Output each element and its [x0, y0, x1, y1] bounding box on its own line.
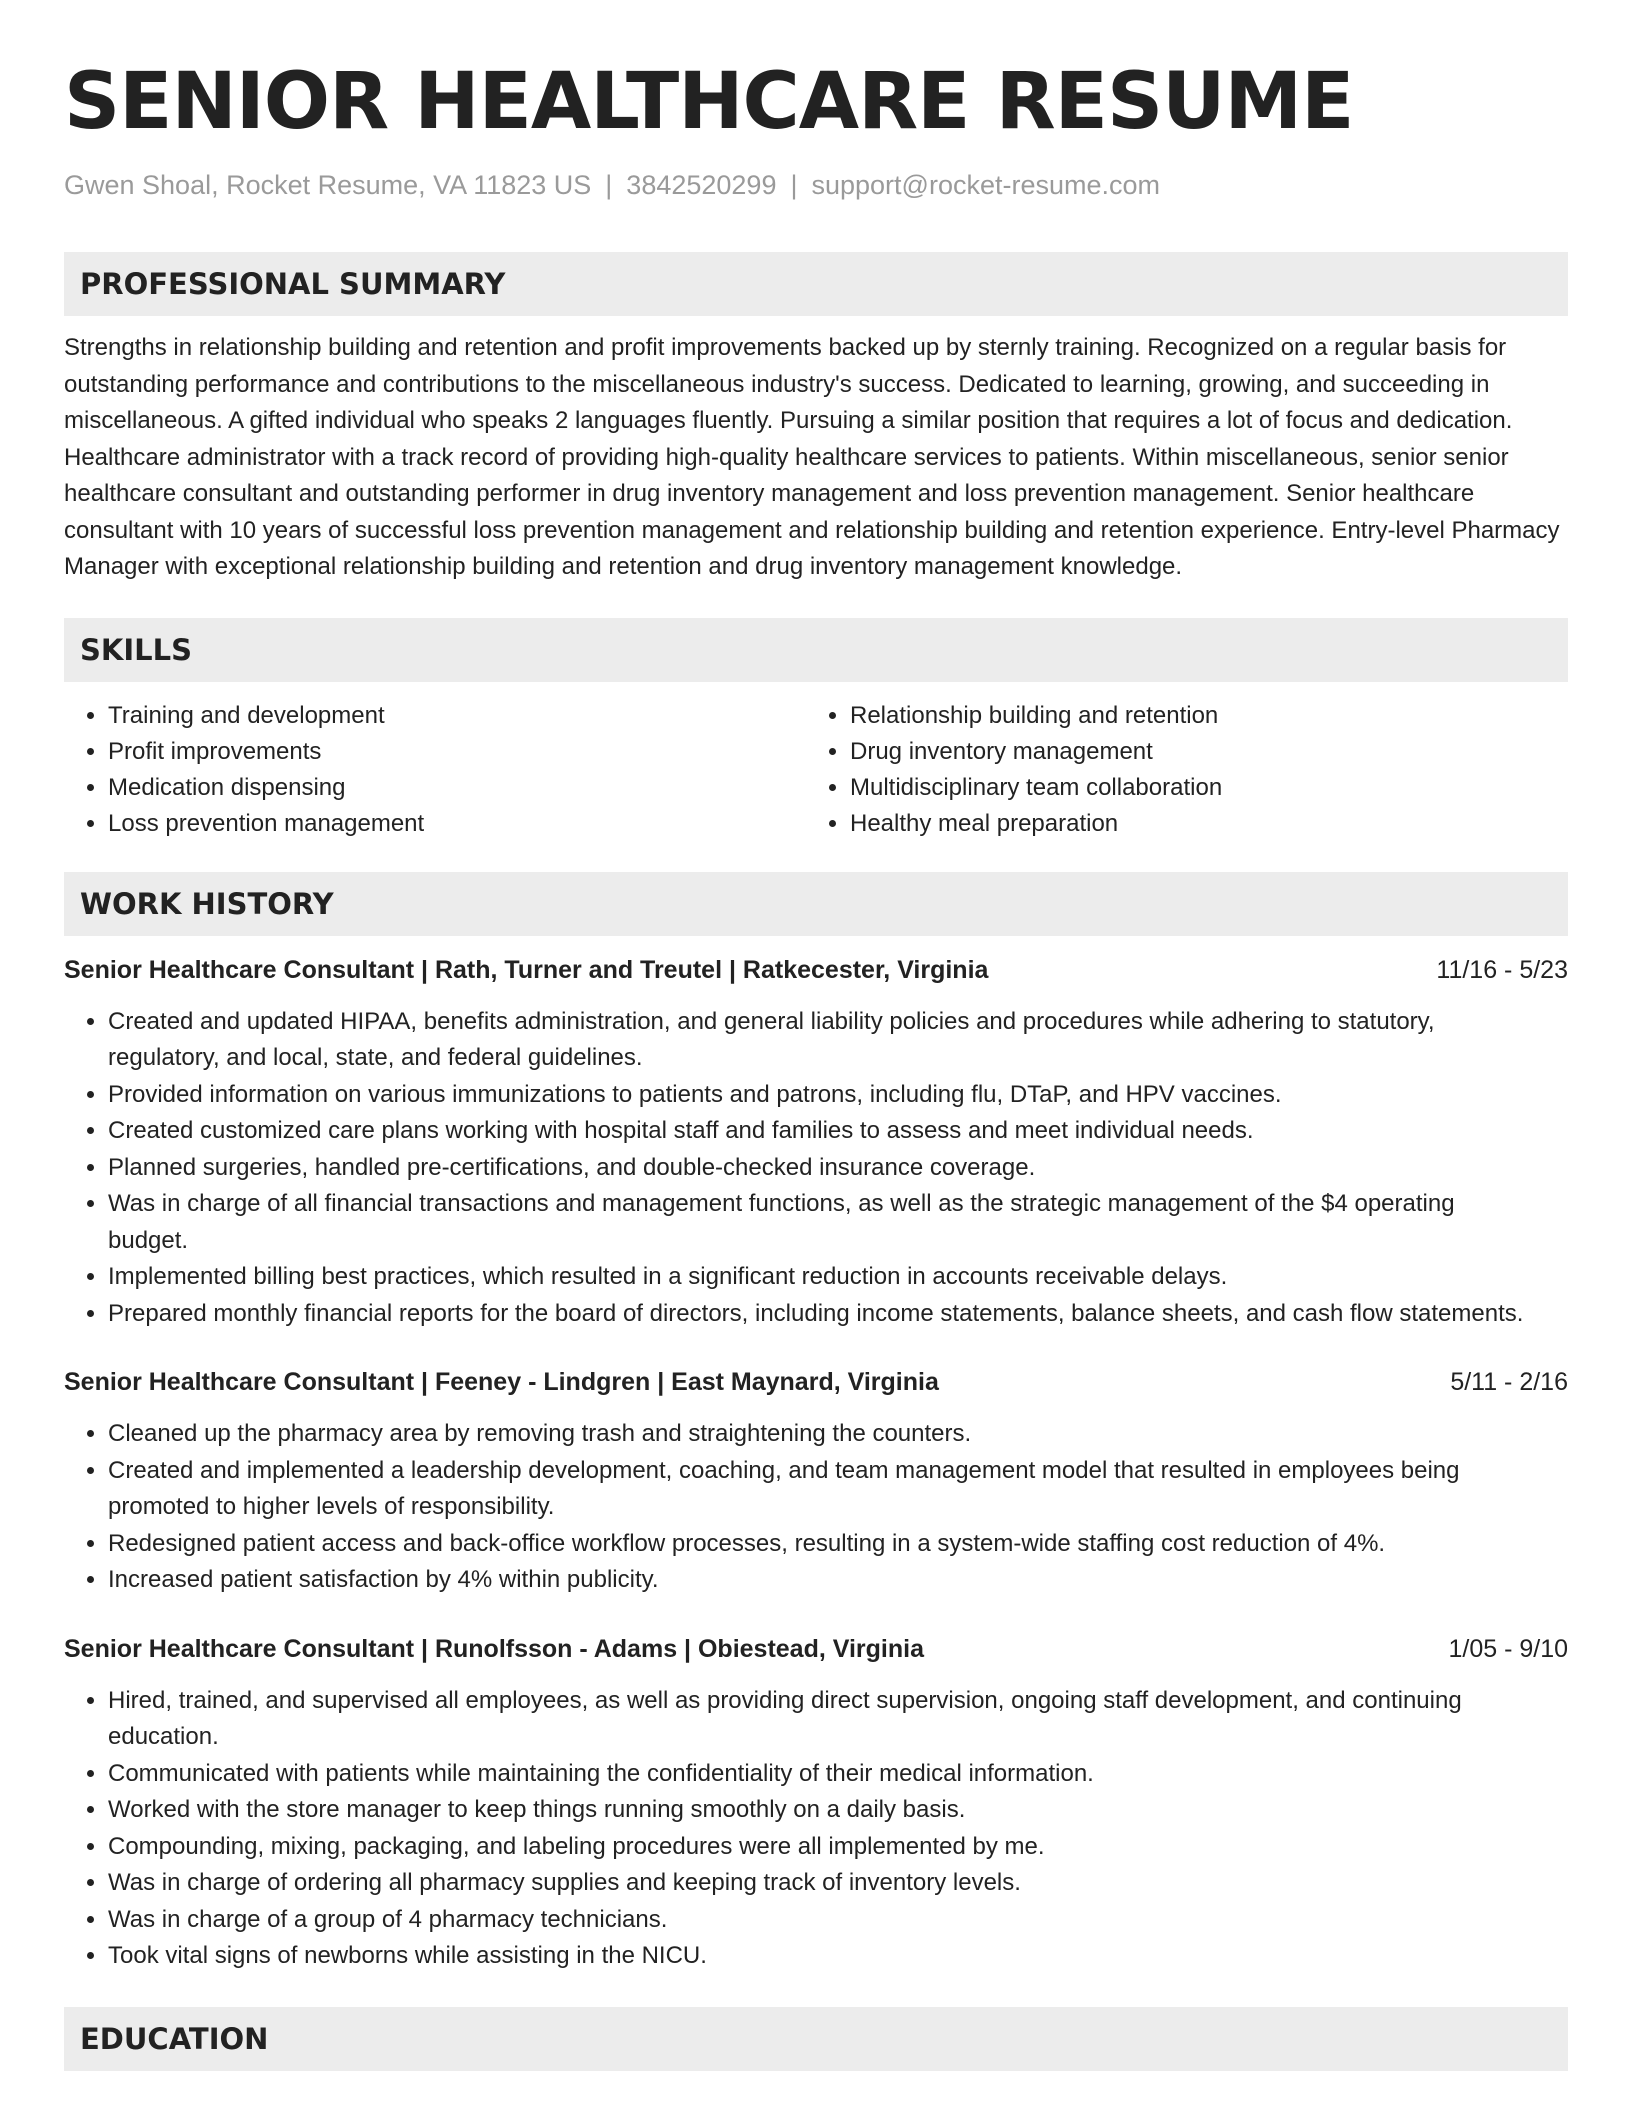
contact-separator: |	[790, 170, 798, 200]
section-header-education: EDUCATION	[64, 2007, 1568, 2071]
job-bullets	[64, 1004, 1568, 1333]
job-bullet: • Worked with the store manager to keep things running smoothly on a daily basis.	[108, 1792, 1568, 1829]
skills-column-right	[806, 698, 1548, 842]
job-bullet: • Compounding, mixing, packaging, and labeling procedures were all implemented by me.	[108, 1829, 1568, 1866]
section-header-skills: SKILLS	[64, 618, 1568, 682]
skill-item: • Profit improvements	[108, 734, 806, 770]
contact-address: Gwen Shoal, Rocket Resume, VA 11823 US	[64, 170, 592, 200]
job-header	[64, 1364, 1568, 1400]
skills-column-left	[64, 698, 806, 842]
job-bullet: • Provided information on various immunizations to patients and patrons, including flu, DTaP, and HPV vaccines.	[108, 1077, 1568, 1114]
section-header-work-history: WORK HISTORY	[64, 872, 1568, 936]
skill-item: • Loss prevention management	[108, 806, 806, 842]
job-bullet: • Was in charge of a group of 4 pharmacy technicians.	[108, 1902, 1568, 1939]
job-dates: 1/05 - 9/10	[1448, 1634, 1568, 1663]
contact-email: support@rocket-resume.com	[811, 170, 1161, 200]
skill-item: • Training and development	[108, 698, 806, 734]
skill-item: • Relationship building and retention	[850, 698, 1548, 734]
job-bullet: • Created customized care plans working with hospital staff and families to assess and meet individual needs.	[108, 1113, 1568, 1150]
job-heading: Senior Healthcare Consultant | Rath, Turner and Treutel | Ratkecester, Virginia	[64, 955, 989, 984]
contact-phone: 3842520299	[626, 170, 777, 200]
job-entry	[64, 1364, 1568, 1599]
job-bullets	[64, 1416, 1568, 1599]
contact-separator: |	[605, 170, 613, 200]
contact-line	[64, 168, 1568, 202]
job-entry	[64, 1631, 1568, 1975]
job-bullet: • Hired, trained, and supervised all employees, as well as providing direct supervision, ongoing staff development, and continuing education.	[108, 1683, 1568, 1756]
job-dates: 11/16 - 5/23	[1436, 955, 1568, 984]
job-header	[64, 1631, 1568, 1667]
job-bullet: • Took vital signs of newborns while assisting in the NICU.	[108, 1938, 1568, 1975]
job-bullet: • Was in charge of ordering all pharmacy supplies and keeping track of inventory levels.	[108, 1865, 1568, 1902]
skill-item: • Multidisciplinary team collaboration	[850, 770, 1548, 806]
job-bullets	[64, 1683, 1568, 1975]
job-bullet: • Implemented billing best practices, which resulted in a significant reduction in accounts receivable delays.	[108, 1259, 1568, 1296]
job-bullet: • Planned surgeries, handled pre-certifications, and double-checked insurance coverage.	[108, 1150, 1568, 1187]
job-heading: Senior Healthcare Consultant | Feeney - Lindgren | East Maynard, Virginia	[64, 1368, 939, 1396]
skill-item: • Drug inventory management	[850, 734, 1548, 770]
job-bullet: • Redesigned patient access and back-office workflow processes, resulting in a system-wide staffing cost reduction of 4%.	[108, 1526, 1568, 1563]
skill-item: • Medication dispensing	[108, 770, 806, 806]
resume-page	[64, 52, 1568, 2071]
job-dates: 5/11 - 2/16	[1450, 1368, 1568, 1396]
job-heading: Senior Healthcare Consultant | Runolfsson - Adams | Obiestead, Virginia	[64, 1634, 924, 1663]
job-bullet: • Cleaned up the pharmacy area by removing trash and straightening the counters.	[108, 1416, 1568, 1453]
job-header	[64, 952, 1568, 988]
skill-item: • Healthy meal preparation	[850, 806, 1548, 842]
resume-title: SENIOR HEALTHCARE RESUME	[64, 57, 1354, 147]
job-bullet: • Created and implemented a leadership development, coaching, and team management model that resulted in employees being promoted to higher levels of responsibility.	[108, 1453, 1568, 1526]
job-entry	[64, 952, 1568, 1333]
professional-summary-text: Strengths in relationship building and retention and profit improvements backed up by sternly training. Recognized on a regular basis for outstanding performance and contributions to the miscellaneous industry's success. Dedicated to learning, growing, and succeeding in miscellaneous. A gifted individual who speaks 2 languages fluently. Pursuing a similar position that requires a lot of focus and dedication. Healthcare administrator with a track record of providing high-quality healthcare services to patients. Within miscellaneous, senior senior healthcare consultant and outstanding performer in drug inventory management and loss prevention management. Senior healthcare consultant with 10 years of successful loss prevention management and relationship building and retention experience. Entry-level Pharmacy Manager with exceptional relationship building and retention and drug inventory management knowledge.	[64, 334, 1560, 580]
section-header-summary: PROFESSIONAL SUMMARY	[64, 252, 1568, 316]
job-bullet: • Prepared monthly financial reports for the board of directors, including income statements, balance sheets, and cash flow statements.	[108, 1296, 1568, 1333]
job-bullet: • Created and updated HIPAA, benefits administration, and general liability policies and procedures while adhering to statutory, regulatory, and local, state, and federal guidelines.	[108, 1004, 1568, 1077]
job-bullet: • Communicated with patients while maintaining the confidentiality of their medical information.	[108, 1756, 1568, 1793]
skills-list	[64, 698, 1568, 842]
job-bullet: • Increased patient satisfaction by 4% within publicity.	[108, 1562, 1568, 1599]
job-bullet: • Was in charge of all financial transactions and management functions, as well as the strategic management of the $4 operating budget.	[108, 1186, 1568, 1259]
